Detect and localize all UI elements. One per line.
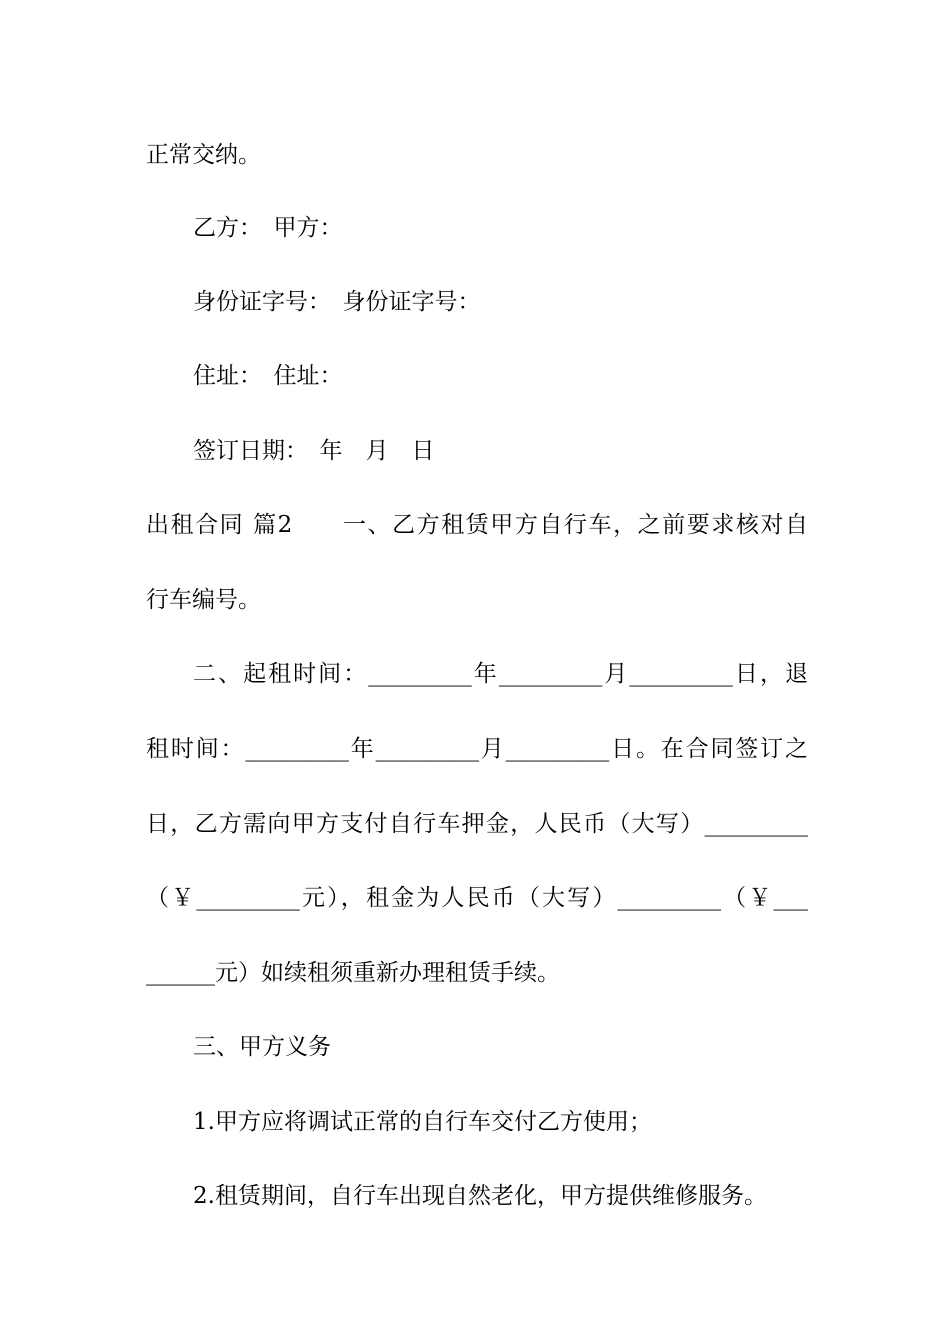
text-line-id-numbers: 身份证字号： 身份证字号： <box>193 289 481 315</box>
text-line-sign-date: 签订日期： 年 月 日 <box>193 438 435 464</box>
text-line-clause-2-renewal: ______元）如续租须重新办理租赁手续。 <box>146 960 560 986</box>
text-line-parties: 乙方： 甲方： <box>193 215 343 241</box>
text-line-contract-title-clause-1: 出租合同 篇2 一、乙方租赁甲方自行车，之前要求核对自 <box>146 512 808 538</box>
text-line-clause-2-deposit: 日，乙方需向甲方支付自行车押金，人民币（大写）_________ <box>146 811 808 837</box>
text-line-addresses: 住址： 住址： <box>193 363 343 389</box>
text-line-clause-1-end: 行车编号。 <box>146 587 261 613</box>
text-line-payment-end: 正常交纳。 <box>146 142 261 168</box>
text-line-obligation-2: 2.租赁期间，自行车出现自然老化，甲方提供维修服务。 <box>193 1183 767 1209</box>
text-line-clause-2-start: 二、起租时间：_________年_________月_________日，退 <box>193 661 808 687</box>
text-line-clause-2-return: 租时间：_________年_________月_________日。在合同签订之 <box>146 736 808 762</box>
text-line-clause-2-rent: （￥_________元），租金为人民币（大写）_________（￥___ <box>146 885 808 911</box>
text-line-obligation-1: 1.甲方应将调试正常的自行车交付乙方使用； <box>193 1109 652 1135</box>
text-line-clause-3-heading: 三、甲方义务 <box>193 1034 331 1060</box>
